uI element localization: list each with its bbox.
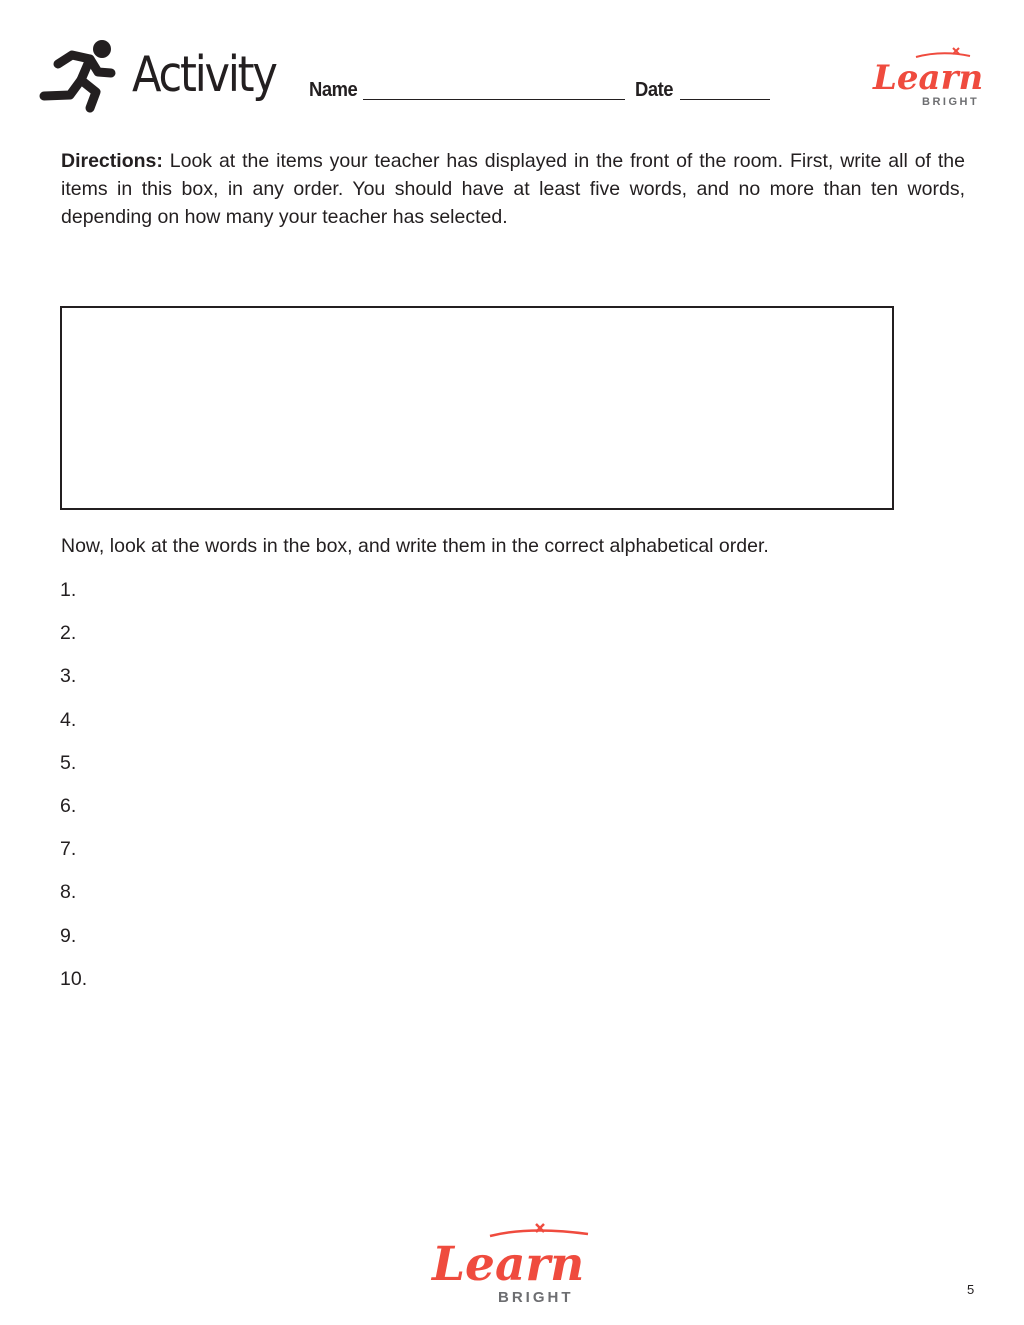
page-title: Activity bbox=[132, 46, 276, 103]
footer-logo-caps-text: BRIGHT bbox=[498, 1289, 574, 1306]
logo-script-text: Learn bbox=[873, 58, 984, 98]
list-item: 1. bbox=[60, 579, 77, 601]
logo-caps-text: BRIGHT bbox=[922, 96, 980, 108]
list-item: 10. bbox=[60, 967, 88, 990]
page-number: 5 bbox=[967, 1282, 975, 1297]
list-item: 8. bbox=[60, 881, 77, 904]
alphabetical-instruction: Now, look at the words in the box, and write them in the correct alphabetical order. bbox=[61, 535, 769, 557]
directions-label: Directions: bbox=[61, 150, 163, 172]
date-label: Date bbox=[635, 79, 674, 101]
learn-bright-footer-logo bbox=[430, 1222, 592, 1306]
list-item: 5. bbox=[60, 751, 77, 774]
list-item: 7. bbox=[60, 838, 77, 861]
word-entry-box[interactable] bbox=[60, 306, 894, 510]
footer-logo-script-text: Learn bbox=[432, 1237, 585, 1292]
directions-paragraph bbox=[61, 147, 965, 231]
list-item: 4. bbox=[60, 708, 77, 731]
list-item: 9. bbox=[60, 924, 77, 947]
directions-text: Look at the items your teacher has displayed in the front of the room. First, write all of the items in this box, in any order. You should have at least five words, and no more than ten words, depending on how many your teacher has selected. bbox=[61, 150, 965, 228]
name-blank[interactable] bbox=[363, 99, 625, 100]
numbered-answer-list bbox=[60, 578, 87, 1010]
name-label: Name bbox=[309, 79, 358, 101]
date-blank[interactable] bbox=[680, 99, 770, 100]
list-item: 2. bbox=[60, 622, 77, 645]
running-person-icon bbox=[36, 38, 120, 114]
learn-bright-logo bbox=[872, 47, 990, 109]
list-item: 3. bbox=[60, 665, 77, 688]
list-item: 6. bbox=[60, 794, 77, 817]
